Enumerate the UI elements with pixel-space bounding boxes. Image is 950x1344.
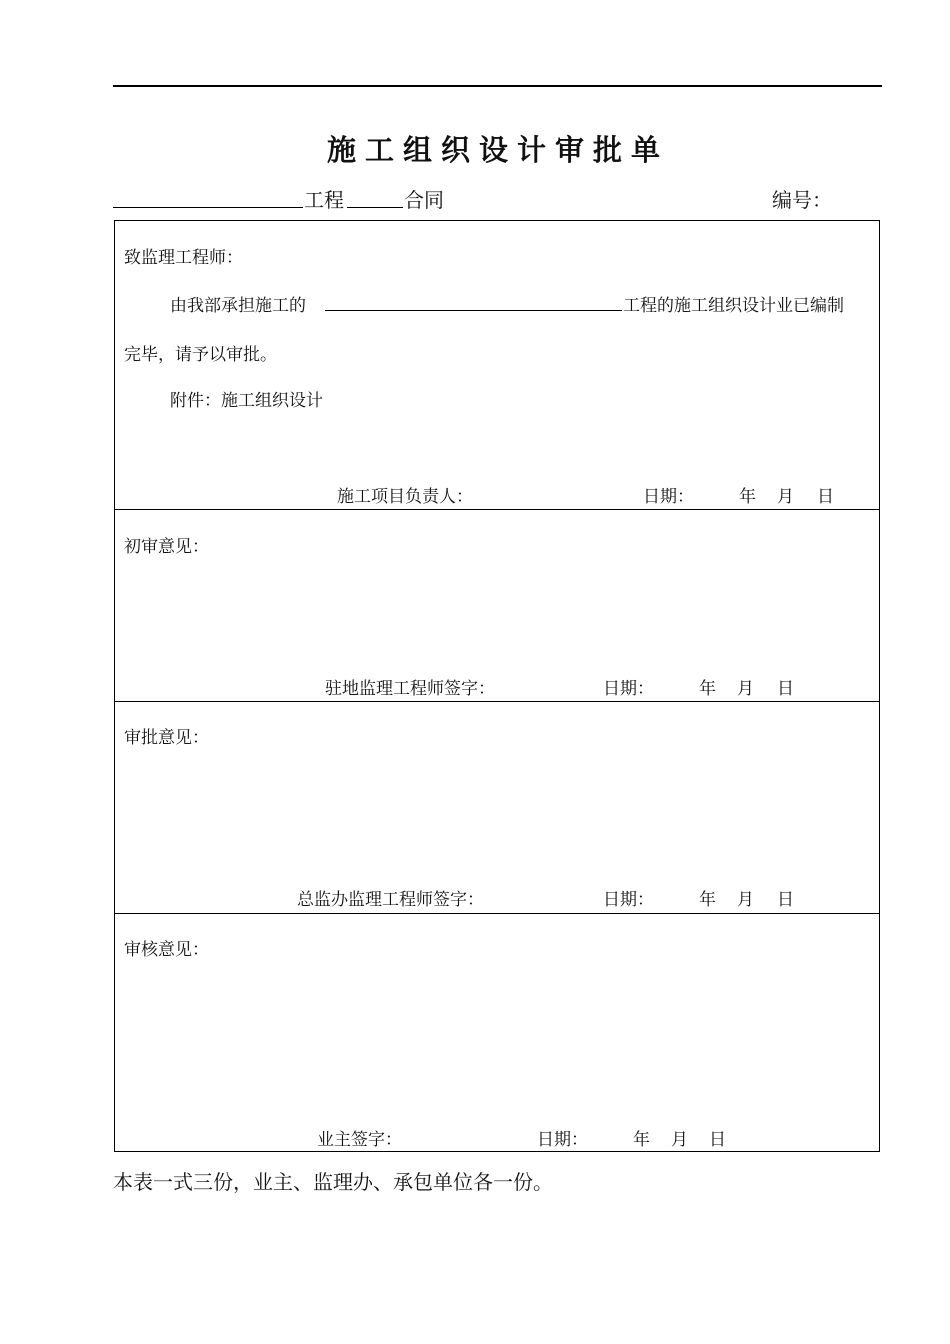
approval-section — [115, 702, 879, 914]
date-label: 日期： — [643, 487, 694, 507]
contract-label: 合同 — [404, 188, 444, 212]
contract-blank[interactable] — [347, 184, 403, 208]
body-line2: 完毕，请予以审批。 — [124, 345, 277, 365]
month-label: 月 — [737, 890, 754, 910]
month-label: 月 — [671, 1130, 688, 1150]
approval-heading: 审批意见： — [124, 728, 209, 748]
project-name-blank[interactable] — [113, 184, 303, 208]
salutation: 致监理工程师： — [124, 248, 243, 268]
audit-heading: 审核意见： — [124, 940, 209, 960]
preliminary-review-section — [115, 510, 879, 702]
attachment: 附件：施工组织设计 — [170, 391, 323, 411]
year-label: 年 — [633, 1130, 650, 1150]
day-label: 日 — [817, 487, 834, 507]
signer-label: 施工项目负责人： — [337, 487, 473, 507]
year-label: 年 — [699, 890, 716, 910]
day-label: 日 — [709, 1130, 726, 1150]
signer-label: 业主签字： — [317, 1130, 402, 1150]
signer-label: 总监办监理工程师签字： — [297, 890, 484, 910]
preliminary-review-heading: 初审意见： — [124, 537, 209, 557]
day-label: 日 — [777, 679, 794, 699]
project-name-field[interactable] — [325, 291, 622, 311]
month-label: 月 — [737, 679, 754, 699]
audit-section — [115, 914, 879, 1153]
year-label: 年 — [699, 679, 716, 699]
body-prefix: 由我部承担施工的 — [170, 296, 306, 316]
date-label: 日期： — [603, 679, 654, 699]
date-label: 日期： — [537, 1130, 588, 1150]
day-label: 日 — [777, 890, 794, 910]
number-label: 编号： — [772, 188, 832, 212]
application-section — [115, 221, 879, 510]
top-rule — [113, 85, 882, 87]
signer-label: 驻地监理工程师签字： — [325, 679, 495, 699]
footnote: 本表一式三份，业主、监理办、承包单位各一份。 — [113, 1170, 553, 1194]
month-label: 月 — [777, 487, 794, 507]
document-title: 施工组织设计审批单 — [326, 133, 669, 167]
project-label: 工程 — [304, 188, 344, 212]
date-label: 日期： — [603, 890, 654, 910]
body-suffix: 工程的施工组织设计业已编制 — [623, 296, 844, 316]
approval-form — [114, 220, 880, 1152]
year-label: 年 — [739, 487, 756, 507]
